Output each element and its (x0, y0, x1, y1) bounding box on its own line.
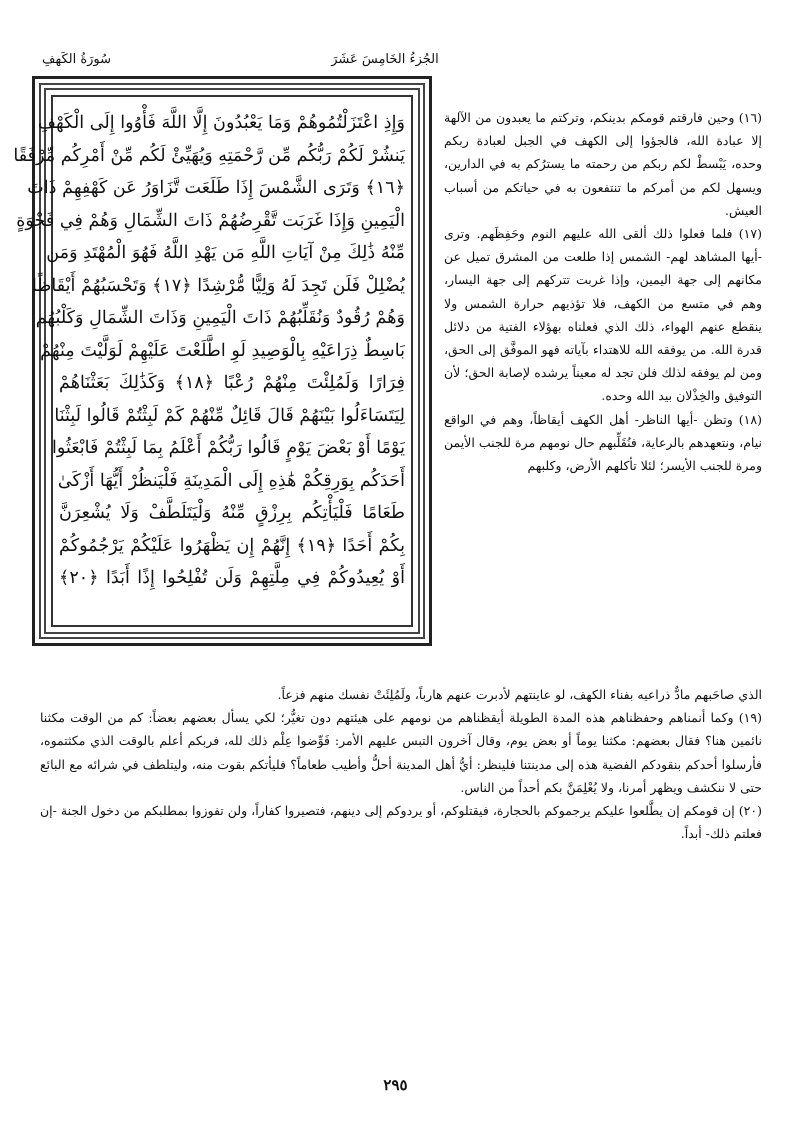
quran-line: أَحَدَكُم بِوَرِقِكُمْ هَٰذِهِ إِلَى الْمَدِينَةِ فَلْيَنظُرْ أَيُّهَا أَزْكَىٰ (57, 470, 405, 491)
quran-line: يَنشُرْ لَكُمْ رَبُّكُم مِّن رَّحْمَتِهِ وَيُهَيِّئْ لَكُم مِّنْ أَمْرِكُم مِّرْفَقًا (13, 145, 405, 166)
tafsir-paragraph-19: (١٩) وكما أنمناهم وحفظناهم هذه المدة الطويلة أيقظناهم من نومهم على هيئتهم دون تغيُّر؛ لكي يسأل بعضهم بعضاً: كم من الوقت مكثنا نائمين هنا؟ فقال بعضهم: مكثنا يوماً أو بعض يوم، وقال آخرون التبس عليهم الأمر: فَوِّضوا عِلْم ذلك لله، فربكم أعلم بالوقت الذي مكثتموه، فأرسلوا أحدكم بنقودكم الفضية هذه إلى مدينتنا فلينظر: أيُّ أهل المدينة أحلُّ وأطيب طعاماً؟ فليأتكم بقوت منه، وليتلطف في شرائه مع البائع حتى لا ننكشف ويظهر أمرنا، ولا يُعْلِمَنَّ بكم أحداً من الناس. (40, 710, 762, 795)
tafsir-paragraph-20: (٢٠) إن قومكم إن يطَّلعوا عليكم يرجموكم بالحجارة، فيقتلوكم، أو يردوكم إلى دينهم، فتصيروا كفاراً، ولن تفوزوا بمطلبكم من دخول الجنة -إن فعلتم ذلك- أبداً. (40, 803, 762, 842)
quran-line: وَإِذِ اعْتَزَلْتُمُوهُمْ وَمَا يَعْبُدُونَ إِلَّا اللَّهَ فَأْوُوا إِلَى الْكَهْفِ (37, 113, 405, 133)
quran-text-frame (13, 76, 432, 646)
quran-line: يَوْمًا أَوْ بَعْضَ يَوْمٍ قَالُوا رَبُّكُمْ أَعْلَمُ بِمَا لَبِثْتُمْ فَابْعَثُوا (51, 438, 405, 458)
tafsir-paragraph-18-start: (١٨) وتظن -أيها الناظر- أهل الكهف أيقاظاً، وهم في الواقع نيام، ونتعهدهم بالرعاية، فنُقَلِّبهم حال نومهم مرة للجنب الأيمن ومرة للجنب الأيسر؛ لئلا تأكلهم الأرض، وكلبهم (444, 411, 762, 474)
quran-line: طَعَامًا فَلْيَأْتِكُم بِرِزْقٍ مِّنْهُ وَلْيَتَلَطَّفْ وَلَا يُشْعِرَنَّ (59, 503, 405, 523)
tafsir-side-column (444, 106, 762, 477)
page-number: ٢٩٥ (383, 1076, 408, 1094)
tafsir-paragraph-18-end: الذي صاحَبهم مادٌّ ذراعيه بفناء الكهف، لو عاينتهم لأدبرت عنهم هارباً، ولَمُلِئَتْ نفسك منهم فزعاً. (277, 687, 762, 702)
surah-name: سُورَةُ الكَهفِ (42, 52, 112, 67)
quran-line: لِيَتَسَاءَلُوا بَيْنَهُمْ قَالَ قَائِلٌ مِّنْهُمْ كَمْ لَبِثْتُمْ قَالُوا لَبِثْنَا (54, 405, 405, 426)
quran-line: الْيَمِينِ وَإِذَا غَرَبَت تَّقْرِضُهُمْ ذَاتَ الشِّمَالِ وَهُمْ فِي فَجْوَةٍ (16, 210, 405, 231)
tafsir-paragraph-16: (١٦) وحين فارقتم قومكم بدينكم، وتركتم ما يعبدون من الآلهة إلا عبادة الله، فالجؤوا إلى الكهف في الجبل لعبادة ربكم وحده، يَبْسطْ لكم ربكم من رحمته ما يسترُكم به في الدارين، ويسهل لكم من أمركم ما تنتفعون به في حياتكم من أسباب العيش. (444, 110, 762, 218)
quran-line: بَاسِطٌ ذِرَاعَيْهِ بِالْوَصِيدِ لَوِ اطَّلَعْتَ عَلَيْهِمْ لَوَلَّيْتَ مِنْهُمْ (40, 340, 405, 361)
quran-line: فِرَارًا وَلَمُلِئْتَ مِنْهُمْ رُعْبًا ﴿١٨﴾ وَكَذَٰلِكَ بَعَثْنَاهُمْ (59, 373, 405, 393)
quran-line: ﴿١٦﴾ وَتَرَى الشَّمْسَ إِذَا طَلَعَت تَّزَاوَرُ عَن كَهْفِهِمْ ذَاتَ (27, 178, 405, 198)
quran-line: يُضْلِلْ فَلَن تَجِدَ لَهُ وَلِيًّا مُّرْشِدًا ﴿١٧﴾ وَتَحْسَبُهُمْ أَيْقَاظًا (32, 275, 405, 296)
quran-line: أَوْ يُعِيدُوكُمْ فِي مِلَّتِهِمْ وَلَن تُفْلِحُوا إِذًا أَبَدًا ﴿٢٠﴾ (59, 568, 405, 588)
quran-line: مِّنْهُ ذَٰلِكَ مِنْ آيَاتِ اللَّهِ مَن يَهْدِ اللَّهُ فَهُوَ الْمُهْتَدِ وَمَن (46, 243, 405, 263)
tafsir-paragraph-17: (١٧) فلما فعلوا ذلك ألقى الله عليهم النوم وحَفِظَهم. وترى -أيها المشاهد لهم- الشمس إذا طلعت من المشرق تميل عن مكانهم إلى جهة اليمين، وإذا غربت تتركهم إلى جهة اليسار، وهم في متسع من الكهف، فلا تؤذيهم حرارة الشمس ولا ينقطع عنهم الهواء، ذلك الذي فعلناه بهؤلاء الفتية من دلائل قدرة الله. من يوفقه الله للاهتداء بآياته فهو الموفَّق إلى الحق، ومن لم يوفقه لذلك فلن تجد له معيناً يرشده لإصابة الحق؛ لأن التوفيق والخِذْلان بيد الله وحده. (444, 226, 762, 404)
quran-line: بِكُمْ أَحَدًا ﴿١٩﴾ إِنَّهُمْ إِن يَظْهَرُوا عَلَيْكُمْ يَرْجُمُوكُمْ (59, 535, 405, 556)
quran-line: وَهُمْ رُقُودٌ وَنُقَلِّبُهُمْ ذَاتَ الْيَمِينِ وَذَاتَ الشِّمَالِ وَكَلْبُهُم (35, 308, 405, 328)
juz-name: الجُزءُ الخَامِسَ عَشَرَ (331, 52, 439, 67)
tafsir-full-width (40, 683, 762, 845)
quran-text-block (13, 95, 413, 627)
